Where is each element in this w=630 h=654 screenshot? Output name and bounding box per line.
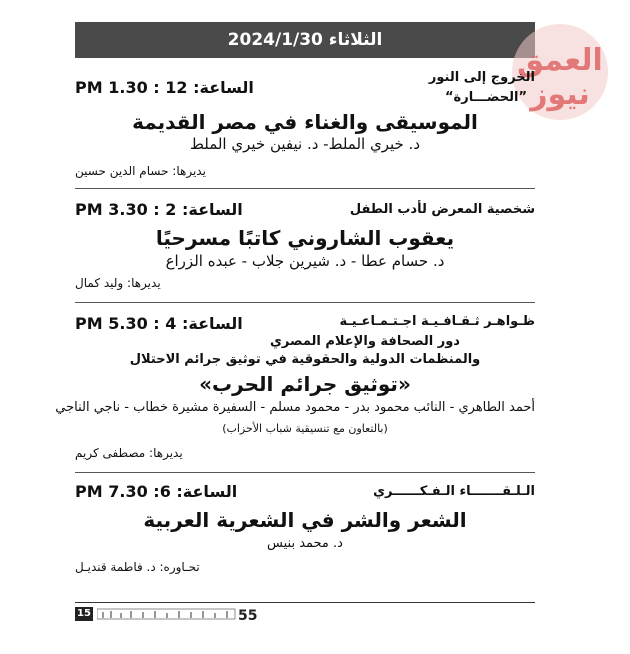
event-2-time: الساعة: 2 : 3.30 PM [75, 200, 243, 219]
event-2-speakers: د. حسام عطا - د. شيرين جلاب - عبده الزراع [165, 252, 445, 270]
event-2-label: شخصية المعرض لأدب الطفل [349, 202, 535, 217]
watermark-text-bottom: نيوز [530, 77, 590, 112]
divider [75, 472, 535, 473]
divider [75, 302, 535, 303]
event-3-note: (بالتعاون مع تنسيقية شباب الأحزاب) [222, 422, 388, 435]
event-3-moderator: يديرها: مصطفى كريم [75, 446, 183, 460]
event-1-label: الخروج إلى النور [428, 70, 535, 85]
date-header [75, 22, 535, 58]
event-1-speakers: د. خيري الملط- د. نيفين خيري الملط [189, 135, 420, 153]
event-3-time: الساعة: 4 : 5.30 PM [75, 314, 243, 333]
logo-number: 55 [238, 608, 258, 622]
event-1-moderator: يديرها: حسام الدين حسين [75, 164, 206, 178]
event-4 [75, 480, 535, 590]
book-fair-logo [97, 606, 259, 622]
event-3-label: ظـواهـر ثـقـافـيـة اجـتـمـاعـيـة [339, 314, 535, 329]
event-3-speakers: أحمد الطاهري - النائب محمود بدر - محمود مسلم - السفيرة مشيرة خطاب - ناجي الناجي [55, 400, 535, 415]
event-4-time: الساعة: 6: 7.30 PM [75, 482, 238, 501]
date-text: الثلاثاء 2024/1/30 [227, 30, 383, 50]
event-4-title: الشعر والشر في الشعرية العربية [143, 508, 467, 532]
event-4-speakers: د. محمد بنيس [267, 536, 343, 551]
event-1-label-sub: ”الحضـــارة“ [445, 90, 527, 105]
event-1-time: الساعة: 12 : 1.30 PM [75, 78, 254, 97]
divider [75, 188, 535, 189]
event-1 [75, 72, 535, 190]
event-2 [75, 196, 535, 296]
event-4-label: الـلـقـــــــاء الـفـكــــــري [373, 484, 535, 499]
event-3-subtitle-2: والمنظمات الدولية والحقوقية في توثيق جرائم الاحتلال [129, 352, 481, 367]
event-2-moderator: يديرها: وليد كمال [75, 276, 161, 290]
event-1-title: الموسيقى والغناء في مصر القديمة [132, 110, 478, 134]
event-3-title: «توثيق جرائم الحرب» [199, 372, 411, 396]
footer-divider [75, 602, 535, 603]
watermark-text-top: العمق [517, 43, 603, 78]
event-4-moderator: تحـاوره: د. فاطمة قنديـل [75, 560, 200, 574]
event-3-subtitle-1: دور الصحافة والإعلام المصري [270, 334, 460, 349]
event-3 [55, 310, 535, 470]
event-2-title: يعقوب الشاروني كاتبًا مسرحيًا [155, 226, 455, 250]
page-number: 15 [75, 607, 93, 621]
